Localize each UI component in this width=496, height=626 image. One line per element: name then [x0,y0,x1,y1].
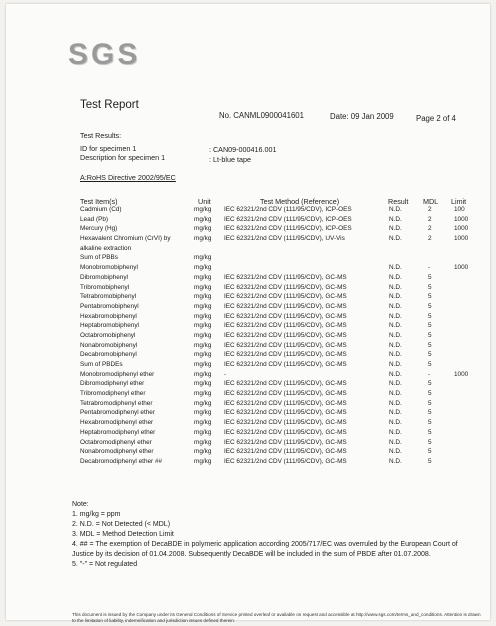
cell-method: IEC 62321/2nd CDV (111/95/CDV), GC-MS [224,457,347,465]
report-page [6,4,490,623]
header-result: Result [388,197,409,206]
note-5: 5. "-" = Not regulated [72,561,138,568]
cell-mdl: 5 [428,438,432,446]
cell-mdl: - [428,264,431,272]
cell-result: N.D. [389,264,402,272]
cell-unit: mg/kg [194,331,212,339]
cell-unit: mg/kg [194,264,212,272]
cell-mdl: 5 [428,312,432,320]
cell-mdl: 5 [428,390,432,398]
cell-unit: mg/kg [194,225,212,233]
cell-unit: mg/kg [194,283,212,291]
table-row [6,342,490,352]
cell-unit: mg/kg [194,322,212,330]
cell-method: IEC 62321/2nd CDV (111/95/CDV), ICP-OES [224,206,352,213]
cell-result: N.D. [389,409,402,417]
cell-method: IEC 62321/2nd CDV (111/95/CDV), GC-MS [224,438,347,446]
table-row [6,254,490,264]
cell-result: N.D. [389,283,402,291]
cell-item: Monobromobiphenyl [80,264,138,272]
cell-mdl: 5 [428,380,432,388]
report-title: Test Report [80,99,139,111]
cell-result: N.D. [389,380,402,388]
cell-unit: mg/kg [194,457,212,465]
cell-unit: mg/kg [194,448,212,456]
table-row [6,313,490,323]
cell-result: N.D. [389,273,402,281]
cell-method: IEC 62321/2nd CDV (111/95/CDV), GC-MS [224,380,347,388]
cell-method: IEC 62321/2nd CDV (111/95/CDV), GC-MS [224,312,347,320]
cell-unit: mg/kg [194,428,212,436]
cell-method: IEC 62321/2nd CDV (111/95/CDV), GC-MS [224,361,347,368]
cell-limit: 1000 [454,225,469,233]
cell-mdl: 2 [428,225,432,233]
cell-method: IEC 62321/2nd CDV (111/95/CDV), GC-MS [224,399,347,407]
table-row [6,245,490,255]
table-row [6,235,490,245]
cell-item: Tribromodiphenyl ether [80,390,146,398]
cell-limit: 1000 [454,235,469,243]
cell-mdl: 2 [428,215,432,223]
cell-method: IEC 62321/2nd CDV (111/95/CDV), GC-MS [224,448,347,456]
cell-mdl: 5 [428,322,432,330]
cell-unit: mg/kg [194,419,212,427]
table-row [6,332,490,342]
cell-result: N.D. [389,457,402,465]
table-row [6,380,490,390]
cell-unit: mg/kg [194,370,212,378]
cell-method: IEC 62321/2nd CDV (111/95/CDV), GC-MS [224,428,347,436]
cell-limit: 1000 [454,215,469,223]
cell-item: Pentabromodiphenyl ether [80,409,155,417]
cell-unit: mg/kg [194,312,212,320]
page-indicator: Page 2 of 4 [416,114,456,123]
cell-method: IEC 62321/2nd CDV (111/95/CDV), GC-MS [224,419,347,427]
cell-result: N.D. [389,370,402,378]
cell-unit: mg/kg [194,302,212,310]
results-heading: Test Results: [80,131,122,140]
cell-mdl: 5 [428,419,432,427]
cell-result: N.D. [389,331,402,339]
cell-result: N.D. [389,438,402,446]
note-2: 2. N.D. = Not Detected (< MDL) [72,521,171,528]
cell-item: Nonabromodiphenyl ether [80,448,154,456]
cell-unit: mg/kg [194,206,212,213]
table-row [6,409,490,419]
cell-unit: mg/kg [194,254,212,262]
cell-item: Mercury (Hg) [80,225,118,233]
note-1: 1. mg/kg = ppm [72,511,121,518]
cell-method: IEC 62321/2nd CDV (111/95/CDV), GC-MS [224,331,347,339]
cell-unit: mg/kg [194,341,212,349]
cell-item: Hexabromobiphenyl [80,312,137,320]
table-row [6,351,490,361]
notes [72,500,472,570]
report-date: Date: 09 Jan 2009 [330,112,394,121]
cell-mdl: 5 [428,409,432,417]
table-row [6,419,490,429]
specimen-description-label: Description for specimen 1 [80,153,166,162]
cell-unit: mg/kg [194,390,212,398]
cell-result: N.D. [389,419,402,427]
cell-unit: mg/kg [194,293,212,301]
cell-limit: 1000 [454,370,469,378]
table-row [6,216,490,226]
cell-item: Sum of PBDEs [80,361,123,368]
table-row [6,264,490,274]
cell-item: Heptabromobiphenyl [80,322,139,330]
cell-method: IEC 62321/2nd CDV (111/95/CDV), GC-MS [224,351,347,359]
cell-mdl: 5 [428,331,432,339]
table-row [6,274,490,284]
cell-item: alkaline extraction [80,244,132,252]
cell-mdl: 5 [428,448,432,456]
cell-unit: mg/kg [194,351,212,359]
footer-disclaimer: This document is issued by the Company under its General Conditions of Service printed overleaf or available on request and accessible at http://www.sgs.com/terms_and_conditions. Attention is drawn to the limitation of liability, indemnification and jurisdiction issues defined therein. [72,612,481,623]
cell-item: Nonabromobiphenyl [80,341,138,349]
cell-unit: mg/kg [194,409,212,417]
cell-result: N.D. [389,428,402,436]
cell-result: N.D. [389,322,402,330]
cell-mdl: 5 [428,341,432,349]
cell-item: Tetrabromobiphenyl [80,293,137,301]
table-row [6,458,490,468]
cell-result: N.D. [389,312,402,320]
cell-mdl: 5 [428,283,432,291]
cell-method: - [224,370,227,378]
table-row [6,390,490,400]
header-mdl: MDL [423,197,439,206]
cell-item: Hexabromodiphenyl ether [80,419,154,427]
cell-result: N.D. [389,225,402,233]
table-row [6,400,490,410]
cell-item: Decabromobiphenyl [80,351,137,359]
cell-mdl: 5 [428,273,432,281]
table-row [6,448,490,458]
cell-mdl: 5 [428,293,432,301]
cell-unit: mg/kg [194,361,212,368]
cell-method: IEC 62321/2nd CDV (111/95/CDV), GC-MS [224,322,347,330]
cell-result: N.D. [389,351,402,359]
specimen-id-label: ID for specimen 1 [80,144,137,153]
cell-item: Heptabromodiphenyl ether [80,428,156,436]
table-row [6,303,490,313]
cell-result: N.D. [389,399,402,407]
results-table [6,206,490,468]
table-row [6,371,490,381]
cell-unit: mg/kg [194,380,212,388]
specimen-id-value: : CAN09-000416.001 [209,145,277,154]
cell-result: N.D. [389,293,402,301]
cell-result: N.D. [389,206,402,213]
note-4: 4. ## = The exemption of DecaBDE in polymeric application according 2005/717/EC was overruled by the European Court of Justice by its decision of 01.04.2008. Subsequently DecaBDE will be included in the sum of PBDE after 01.07.2008. [72,541,458,558]
cell-mdl: 5 [428,351,432,359]
cell-mdl: 5 [428,302,432,310]
cell-limit: 100 [454,206,465,213]
cell-item: Lead (Pb) [80,215,109,223]
cell-method: IEC 62321/2nd CDV (111/95/CDV), GC-MS [224,273,347,281]
cell-result: N.D. [389,341,402,349]
table-row [6,284,490,294]
cell-mdl: - [428,370,431,378]
cell-item: Tetrabromodiphenyl ether [80,399,153,407]
cell-unit: mg/kg [194,438,212,446]
table-row [6,322,490,332]
specimen-description-value: : Lt-blue tape [209,155,251,164]
header-test-method: Test Method (Reference) [260,197,340,206]
cell-item: Decabromodiphenyl ether ## [80,457,163,465]
cell-result: N.D. [389,390,402,398]
cell-result: N.D. [389,235,402,243]
cell-method: IEC 62321/2nd CDV (111/95/CDV), GC-MS [224,302,347,310]
cell-method: IEC 62321/2nd CDV (111/95/CDV), UV-Vis [224,235,345,243]
cell-unit: mg/kg [194,399,212,407]
cell-unit: mg/kg [194,215,212,223]
cell-method: IEC 62321/2nd CDV (111/95/CDV), GC-MS [224,283,347,291]
cell-method: IEC 62321/2nd CDV (111/95/CDV), GC-MS [224,293,347,301]
cell-method: IEC 62321/2nd CDV (111/95/CDV), GC-MS [224,409,347,417]
table-row [6,206,490,216]
cell-item: Octabromobiphenyl [80,331,136,339]
cell-item: Monobromodiphenyl ether [80,370,155,378]
header-unit: Unit [198,197,211,206]
table-row [6,439,490,449]
cell-mdl: 2 [428,235,432,243]
report-number: No. CANML0900041601 [219,111,304,120]
cell-item: Dibromobiphenyl [80,273,128,281]
cell-item: Dibromodiphenyl ether [80,380,145,388]
cell-method: IEC 62321/2nd CDV (111/95/CDV), GC-MS [224,390,347,398]
cell-result: N.D. [389,215,402,223]
cell-unit: mg/kg [194,273,212,281]
cell-limit: 1000 [454,264,469,272]
cell-item: Pentabromobiphenyl [80,302,139,310]
cell-mdl: 2 [428,206,432,213]
header-limit: Limit [451,197,467,206]
cell-mdl: 5 [428,428,432,436]
cell-result: N.D. [389,302,402,310]
header-test-item: Test Item(s) [80,197,118,206]
cell-mdl: 5 [428,361,432,368]
cell-method: IEC 62321/2nd CDV (111/95/CDV), ICP-OES [224,225,352,233]
cell-item: Hexavalent Chromium (CrVI) by [80,235,171,243]
cell-item: Cadmium (Cd) [80,206,122,213]
cell-item: Octabromodiphenyl ether [80,438,152,446]
cell-unit: mg/kg [194,235,212,243]
sgs-logo: SGS [68,38,141,71]
note-3: 3. MDL = Method Detection Limit [72,531,174,538]
notes-heading: Note: [72,501,89,508]
section-heading: A:RoHS Directive 2002/95/EC [80,173,176,182]
cell-mdl: 5 [428,457,432,465]
cell-method: IEC 62321/2nd CDV (111/95/CDV), GC-MS [224,341,347,349]
table-row [6,361,490,371]
cell-result: N.D. [389,361,402,368]
table-row [6,429,490,439]
table-row [6,293,490,303]
cell-item: Sum of PBBs [80,254,119,262]
cell-item: Tribromobiphenyl [80,283,130,291]
cell-result: N.D. [389,448,402,456]
cell-method: IEC 62321/2nd CDV (111/95/CDV), ICP-OES [224,215,352,223]
table-row [6,225,490,235]
cell-mdl: 5 [428,399,432,407]
